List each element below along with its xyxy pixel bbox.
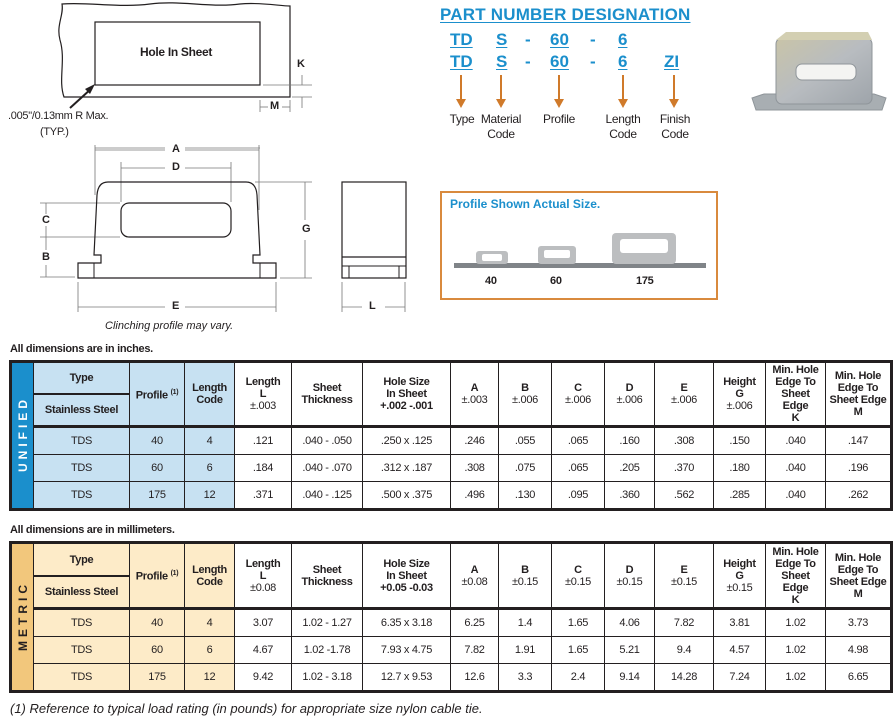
- cell-length-code: 4: [185, 427, 235, 455]
- cell-type: TDS: [34, 482, 130, 510]
- code-material: S: [496, 30, 508, 49]
- code-length: 6: [618, 52, 628, 71]
- cell-a: .308: [451, 454, 499, 482]
- cell-d: 5.21: [605, 636, 655, 664]
- cell-e: .370: [655, 454, 714, 482]
- cell-b: 1.91: [499, 636, 552, 664]
- cell-k: 1.02: [766, 609, 826, 637]
- unified-units-note: All dimensions are in inches.: [10, 343, 153, 355]
- arrow-down-icon: [618, 75, 628, 108]
- cell-m: 4.98: [826, 636, 892, 664]
- cell-c: .065: [552, 454, 605, 482]
- metric-spec-table: [9, 541, 893, 693]
- dim-e-label: E: [172, 300, 180, 312]
- cell-m: .147: [826, 427, 892, 455]
- header-min-edge-m: Min. Hole Edge To Sheet Edge M: [826, 543, 892, 609]
- cell-profile: 175: [130, 664, 185, 692]
- cell-profile: 40: [130, 609, 185, 637]
- cell-a: 7.82: [451, 636, 499, 664]
- cell-sheet: .040 - .050: [292, 427, 363, 455]
- header-profile: Profile $^{(1)}$: [130, 543, 185, 609]
- header-a: A ±.003: [451, 362, 499, 427]
- code-dash: -: [525, 52, 531, 71]
- cell-type: TDS: [34, 454, 130, 482]
- code-length: 6: [618, 30, 628, 49]
- cell-a: .246: [451, 427, 499, 455]
- radius-note: .005"/0.13mm R Max.: [8, 110, 109, 122]
- header-length-l: Length L ±.003: [235, 362, 292, 427]
- header-b: B ±0.15: [499, 543, 552, 609]
- cell-e: 9.4: [655, 636, 714, 664]
- arrow-down-icon: [554, 75, 564, 108]
- code-dash: -: [590, 30, 596, 49]
- cell-type: TDS: [34, 609, 130, 637]
- cell-hole: 6.35 x 3.18: [363, 609, 451, 637]
- cell-g: 4.57: [714, 636, 766, 664]
- cell-m: 6.65: [826, 664, 892, 692]
- dim-c-label: C: [42, 214, 50, 226]
- cell-c: .065: [552, 427, 605, 455]
- cell-g: .150: [714, 427, 766, 455]
- cell-length: 3.07: [235, 609, 292, 637]
- code-finish: ZI: [664, 52, 680, 71]
- dim-m-label: M: [270, 100, 280, 112]
- code-material: S: [496, 52, 508, 71]
- cell-m: .196: [826, 454, 892, 482]
- cell-hole: .250 x .125: [363, 427, 451, 455]
- cell-type: TDS: [34, 427, 130, 455]
- cell-g: .180: [714, 454, 766, 482]
- cell-profile: 60: [130, 454, 185, 482]
- cell-profile: 175: [130, 482, 185, 510]
- code-profile: 60: [550, 30, 569, 49]
- cell-length: .371: [235, 482, 292, 510]
- cell-sheet: 1.02 - 1.27: [292, 609, 363, 637]
- label-length-code: Length Code: [605, 112, 641, 141]
- clinching-caption: Clinching profile may vary.: [105, 320, 234, 332]
- cell-a: 6.25: [451, 609, 499, 637]
- profile-box-title: Profile Shown Actual Size.: [450, 197, 601, 211]
- profile-silhouettes: [442, 193, 718, 300]
- cell-b: 1.4: [499, 609, 552, 637]
- header-height-g: Height G ±0.15: [714, 543, 766, 609]
- cell-b: .075: [499, 454, 552, 482]
- table-row: [11, 454, 892, 482]
- cell-sheet: 1.02 - 3.18: [292, 664, 363, 692]
- header-min-edge-m: Min. Hole Edge To Sheet Edge M: [826, 362, 892, 427]
- label-profile: Profile: [543, 112, 575, 126]
- part-number-title: PART NUMBER DESIGNATION: [440, 5, 691, 24]
- cell-hole: .312 x .187: [363, 454, 451, 482]
- cell-e: .562: [655, 482, 714, 510]
- cell-sheet: .040 - .070: [292, 454, 363, 482]
- cell-k: 1.02: [766, 664, 826, 692]
- cell-length-code: 12: [185, 664, 235, 692]
- code-profile: 60: [550, 52, 569, 71]
- cell-hole: .500 x .375: [363, 482, 451, 510]
- header-material: Stainless Steel: [34, 576, 130, 609]
- header-length-l: Length L ±0.08: [235, 543, 292, 609]
- cell-length: 9.42: [235, 664, 292, 692]
- profile-drawing: [0, 140, 430, 340]
- cell-m: 3.73: [826, 609, 892, 637]
- dim-g-label: G: [302, 223, 311, 235]
- cell-b: 3.3: [499, 664, 552, 692]
- cell-k: .040: [766, 454, 826, 482]
- cell-e: 7.82: [655, 609, 714, 637]
- cell-k: 1.02: [766, 636, 826, 664]
- table-row: [11, 609, 892, 637]
- header-type: Type: [34, 543, 130, 577]
- header-e: E ±0.15: [655, 543, 714, 609]
- cell-e: 14.28: [655, 664, 714, 692]
- product-photo: [750, 30, 890, 115]
- header-sheet-thickness: Sheet Thickness: [292, 362, 363, 427]
- header-d: D ±0.15: [605, 543, 655, 609]
- header-hole-size: Hole Size In Sheet +.002 -.001: [363, 362, 451, 427]
- cell-c: 2.4: [552, 664, 605, 692]
- cell-type: TDS: [34, 636, 130, 664]
- cell-g: 7.24: [714, 664, 766, 692]
- cell-hole: 12.7 x 9.53: [363, 664, 451, 692]
- cell-k: .040: [766, 427, 826, 455]
- header-b: B ±.006: [499, 362, 552, 427]
- header-height-g: Height G ±.006: [714, 362, 766, 427]
- cell-c: 1.65: [552, 609, 605, 637]
- profile-size-40: 40: [485, 275, 497, 287]
- header-hole-size: Hole Size In Sheet +0.05 -0.03: [363, 543, 451, 609]
- cell-type: TDS: [34, 664, 130, 692]
- code-dash: -: [590, 52, 596, 71]
- cell-d: 4.06: [605, 609, 655, 637]
- cell-m: .262: [826, 482, 892, 510]
- cell-length-code: 6: [185, 636, 235, 664]
- cell-length: .121: [235, 427, 292, 455]
- dim-d-label: D: [172, 161, 180, 173]
- cell-g: .285: [714, 482, 766, 510]
- header-profile: Profile $^{(1)}$: [130, 362, 185, 427]
- header-min-edge-k: Min. Hole Edge To Sheet Edge K: [766, 543, 826, 609]
- cell-d: 9.14: [605, 664, 655, 692]
- cell-b: .055: [499, 427, 552, 455]
- cell-sheet: .040 - .125: [292, 482, 363, 510]
- header-d: D ±.006: [605, 362, 655, 427]
- hole-in-sheet-diagram: [0, 0, 320, 150]
- cell-length-code: 6: [185, 454, 235, 482]
- metric-units-note: All dimensions are in millimeters.: [10, 524, 175, 536]
- header-a: A ±0.08: [451, 543, 499, 609]
- cell-a: 12.6: [451, 664, 499, 692]
- dim-a-label: A: [172, 143, 180, 155]
- header-min-edge-k: Min. Hole Edge To Sheet Edge K: [766, 362, 826, 427]
- table-row: [11, 636, 892, 664]
- cell-length: .184: [235, 454, 292, 482]
- label-type: Type: [449, 112, 475, 126]
- profile-dimension-diagram: [0, 140, 430, 340]
- cell-hole: 7.93 x 4.75: [363, 636, 451, 664]
- cell-d: .360: [605, 482, 655, 510]
- code-type: TD: [450, 52, 473, 71]
- dim-b-label: B: [42, 251, 50, 263]
- cell-d: .205: [605, 454, 655, 482]
- code-dash: -: [525, 30, 531, 49]
- radius-note-typ: (TYP.): [40, 126, 69, 138]
- header-e: E ±.006: [655, 362, 714, 427]
- header-type: Type: [34, 362, 130, 395]
- cell-g: 3.81: [714, 609, 766, 637]
- label-finish-code: Finish Code: [659, 112, 691, 141]
- footnote: (1) Reference to typical load rating (in pounds) for appropriate size nylon cable tie.: [10, 701, 483, 716]
- unified-side-label: UNIFIED: [11, 362, 34, 510]
- table-row: [11, 427, 892, 455]
- header-c: C ±.006: [552, 362, 605, 427]
- header-length-code: Length Code: [185, 362, 235, 427]
- table-row: [11, 482, 892, 510]
- cell-profile: 40: [130, 427, 185, 455]
- cell-length: 4.67: [235, 636, 292, 664]
- header-length-code: Length Code: [185, 543, 235, 609]
- cell-length-code: 4: [185, 609, 235, 637]
- cell-k: .040: [766, 482, 826, 510]
- cell-a: .496: [451, 482, 499, 510]
- header-c: C ±0.15: [552, 543, 605, 609]
- cell-b: .130: [499, 482, 552, 510]
- code-type: TD: [450, 30, 473, 49]
- label-material-code: Material Code: [480, 112, 522, 141]
- cell-c: 1.65: [552, 636, 605, 664]
- header-sheet-thickness: Sheet Thickness: [292, 543, 363, 609]
- cell-sheet: 1.02 -1.78: [292, 636, 363, 664]
- profile-size-60: 60: [550, 275, 562, 287]
- cell-profile: 60: [130, 636, 185, 664]
- metric-side-label: METRIC: [11, 543, 34, 692]
- unified-spec-table: [9, 360, 893, 511]
- header-material: Stainless Steel: [34, 394, 130, 427]
- cell-c: .095: [552, 482, 605, 510]
- table-row: [11, 664, 892, 692]
- profile-actual-size-box: [440, 191, 718, 300]
- cell-e: .308: [655, 427, 714, 455]
- profile-size-175: 175: [636, 275, 654, 287]
- part-number-row-1: [450, 30, 710, 50]
- hole-in-sheet-label: Hole In Sheet: [140, 45, 213, 59]
- arrow-down-icon: [456, 75, 466, 108]
- arrow-down-icon: [496, 75, 506, 108]
- dim-k-label: K: [297, 58, 305, 70]
- cell-length-code: 12: [185, 482, 235, 510]
- dim-l-label: L: [369, 300, 376, 312]
- arrow-down-icon: [669, 75, 679, 108]
- cell-d: .160: [605, 427, 655, 455]
- part-number-row-2: [450, 52, 710, 72]
